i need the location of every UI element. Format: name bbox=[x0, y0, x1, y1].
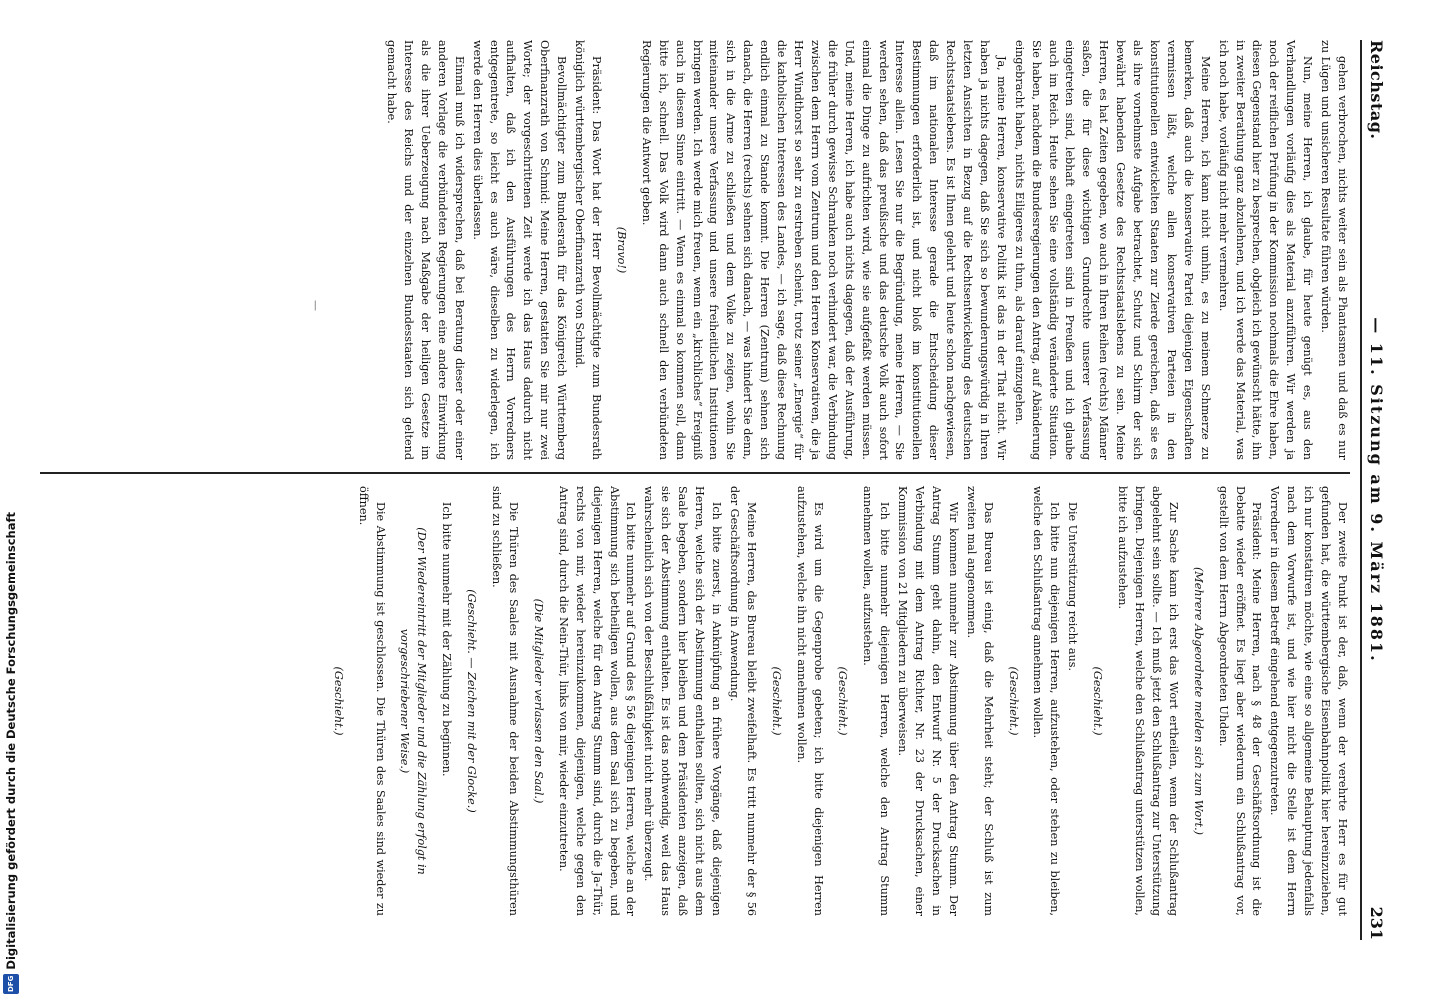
paragraph: Zur Sache kann ich erst das Wort ertheilen, wenn der Schlußantrag abgelehnt sein sollte. — Ich muß jetzt den Schlußantrag zur Unterstützung bringen. Diejenigen Herren, welche den Schlußantrag unterstützen wollen, bitte ich aufzustehen. bbox=[1116, 486, 1180, 916]
column-divider bbox=[40, 472, 1350, 474]
paragraph: Die Unterstützung reicht aus. bbox=[1066, 502, 1080, 672]
paragraph: Ich bitte nunmehr auf Grund des § 56 diejenigen Herren, welche an der Abstimmung sich betheiligen wollen, aus dem Saal sich zu begeben, und diejenigen Herren, welche für den Antrag Stumm sind, durch die Ja-Thür, rechts von mir, wieder hereinzukommen, diejenigen, welche gegen den Antrag sind, durch die Nein-Thür, links von mir, wieder einzutreten. bbox=[556, 486, 638, 916]
page-header bbox=[1360, 40, 1388, 940]
paragraph: (Der Wiedereintritt der Mitglieder und die Zählung erfolgt in vorgeschriebener Weise.) bbox=[398, 527, 429, 875]
paragraph: Präsident: Das Wort hat der Herr Bevollmächtigte zum Bundesrath königlich württembergischer Oberfinanzrath von Schmid. bbox=[573, 40, 604, 460]
paragraph: Meine Herren, ich kann nicht umhin, es zu meinem Schmerze zu bemerken, daß auch die konservative Partei diejenigen Eigenschaften vermissen läßt, welche allen konservativen Parteien in den konstitutionellen entwickelten Staaten zur Zierde gereichen, daß sie es als ihre vornehmste Aufgabe betrachtet, Schutz und Schirm der sich bewährt habenden Gesetze des Rechtsstaatslebens zu sein. Meine Herren, es hat Zeiten gegeben, wo auch in Ihren Reihen (rechts) Männer saßen, die für diese wichtigen Grundrechte unserer Verfassung eingetreten sind, lebhaft eingetreten sind in Preußen und ich glaube auch im Reich. Heute sehen Sie eine vollständig veränderte Situation. Sie haben, nachdem die Bundesregierungen den Antrag, auf Abänderung eingebracht haben, nichts Eiligeres zu thun, als darauf einzugehen. bbox=[1012, 40, 1212, 460]
paragraph: Ich bitte nunmehr diejenigen Herren, welche den Antrag Stumm annehmen wollen, aufzustehen. bbox=[861, 486, 892, 916]
paragraph: (Mehrere Abgeordnete melden sich zum Wort.) bbox=[1191, 566, 1205, 836]
paragraph: (Bravo!) bbox=[614, 226, 628, 274]
page-number: 231 bbox=[1367, 906, 1386, 940]
header-session: — 11. Sitzung am 9. März 1881. bbox=[1367, 317, 1386, 663]
paragraph: Einmal muß ich widersprechen, daß bei Beratung dieser oder einer anderen Vorlage die verbündeten Regierungen eine andere Einwirkung als die ihrer Ueberzeugung nach Maßgabe der heiligen Gesetze im Interesse des Reichs und der einzelnen Bundesstaaten sich geltend gemacht habe. bbox=[385, 40, 466, 460]
paragraph: Der zweite Punkt ist der, daß, wenn der verehrte Herr es für gut gefunden hat, die württembergische Eisenbahnpolitik hier hereinzuziehen, ich nur konstatiren möchte, wie eine so allgemeine Behauptung jedenfalls nach dem Vorwurfe ist, und wie hier nicht die Stelle ist dem Herrn Vorredner in diesem Betreff eingehend entgegenzutreten. bbox=[1268, 486, 1349, 916]
paragraph: (Geschieht.) bbox=[1091, 666, 1105, 736]
paragraph: (Geschieht.) bbox=[331, 666, 345, 736]
paragraph: Die Abstimmung ist geschlossen. Die Thüren des Saales sind wieder zu öffnen. bbox=[356, 486, 387, 916]
paragraph: Präsident: Meine Herren, nach § 48 der Geschäftsordnung ist die Debatte wieder eröffnet. Es liegt aber wiederum ein Schlußantrag vor, gestellt von dem Herrn Abgeordneten Uhden. bbox=[1216, 486, 1264, 916]
paragraph: (Geschieht.) bbox=[769, 666, 783, 736]
paragraph: Es wird um die Gegenprobe gebeten; ich bitte diejenigen Herren aufzustehen, welche ihn nicht annehmen wollen. bbox=[794, 486, 825, 916]
page-mark: — bbox=[309, 300, 322, 311]
header-title: Reichstag. bbox=[1367, 40, 1386, 140]
footer-credit-text: Digitalisierung gefördert durch die Deutsche Forschungsgemeinschaft bbox=[4, 512, 18, 970]
dfg-logo-icon: DFG bbox=[3, 974, 19, 994]
paragraph: Die Thüren des Saales mit Ausnahme der beiden Abstimmungsthüren sind zu schließen. bbox=[490, 486, 521, 916]
paragraph: Ich bitte nun diejenigen Herren, aufzustehen, oder stehen zu bleiben, welche den Schlußantrag annehmen wollen. bbox=[1031, 486, 1062, 916]
left-column bbox=[40, 40, 1350, 460]
paragraph: Ich bitte nunmehr mit der Zählung zu beginnen. bbox=[440, 502, 454, 777]
paragraph: Das Bureau ist einig, daß die Mehrheit steht; der Schluß ist zum zweiten mal angenommen. bbox=[964, 486, 995, 916]
paragraph: Nun, meine Herren, ich glaube, für heute genügt es, aus den Verhandlungen vorläufig dies als Material anzuführen. Wir werden ja noch der reiflichen Prüfung in der Kommission nochmals die Ehre haben, diesen Gegenstand hier zu besprechen, obgleich ich gewünscht hätte, ihn in zweiter Berathung ganz abzulehnen, und ich werde das Material, was ich noch habe, vorläufig nicht mehr vermehren. bbox=[1216, 40, 1315, 460]
paragraph: (Die Mitglieder verlassen den Saal.) bbox=[531, 598, 545, 804]
right-column bbox=[40, 486, 1350, 916]
paragraph: (Geschieht.) bbox=[836, 666, 850, 736]
paragraph: Meine Herren, das Bureau bleibt zweifelhaft. Es tritt nunmehr der § 56 der Geschäftsordnung in Anwendung. bbox=[727, 486, 758, 916]
paragraph: (Geschieht.) bbox=[1006, 666, 1020, 736]
paragraph: (Geschieht. — Zeichen mit der Glocke.) bbox=[465, 589, 479, 813]
paragraph: Bevollmächtigter zum Bundesrath für das Königreich Württemberg Oberfinanzrath von Schmid: Meine Herren, gestatten Sie mir nur zwei Worte; der vorgeschrittenen Zeit werde ich das Haus dadurch nicht aufhalten, daß ich den Ausführungen des Herrn Vorredners entgegentrete, so leicht es auch wäre, dieselben zu widerlegen, ich werde den Herren dies überlassen. bbox=[470, 40, 569, 460]
paragraph: gehen verbrochen, nichts weiter sein als Phantasmen und daß es nur zu Lügen und unsicheren Resultate führen würden. bbox=[1319, 40, 1349, 460]
paragraph: Ja, meine Herren, konservative Politik ist das in der That nicht. Wir haben ja nichts dagegen, daß Sie sich so bewunderungswürdig in Ihren letzten Ansichten in Bezug auf die Rechtsentwickelung des deutschen Rechtsstaatslebens. Es ist Ihnen gelehrt und heute schon nachgewiesen, daß im nationalen Interesse gerade die Entscheidung dieser Bestimmungen erforderlich ist, und nicht bloß im konstitutionellen Interesse allein. Lesen Sie nur die Begründung, meine Herren, — Sie werden sehen, daß das preußische und das deutsche Volk auch sofort einmal die Dinge zu aufrichten wird, wie sie aufgefaßt werden müssen. Und, meine Herren, ich habe auch nichts dagegen, daß der Ausführung, die früher durch gewisse Schranken noch verhindert war, die Verbindung zwischen dem Herrn vom Zentrum und den Herren Konservativen, die ja Herr Windthorst so sehr zu erstreben scheint, trotz seiner „Energie“ für die katholischen Interessen des Landes, — ich sage, daß diese Rechnung endlich einmal zu Stande kommt. Die Herren (Zentrum) sehnen sich danach, die Herren (rechts) sehnen sich danach, — was hindert Sie denn, sich in die Arme zu schließen und dem Volke zu zeigen, wohin Sie miteinander unsere Verfassung und unsere freiheitlichen Institutionen bringen werden. Ich werde mich freuen, wenn ein „kirchliches“ Ereigniß auch in diesem Sinne eintritt. — Wenn es einmal so kommen soll, dann bitte ich, schnell. Das Volk wird dann auch schnell den verbündeten Regierungen die Antwort geben. bbox=[639, 40, 1008, 460]
paragraph: Ich bitte zuerst, in Anknüpfung an frühere Vorgänge, daß diejenigen Herren, welche sich der Abstimmung enthalten sollten, sich nicht aus dem Saale begeben, sondern hier bleiben und dem Präsidenten anzeigen, daß sie sich der Abstimmung enthalten. Es ist das nothwendig, weil das Haus wahrscheinlich sich von der Beschlußfähigkeit nicht mehr überzeugt. bbox=[642, 486, 723, 916]
paragraph: Wir kommen nunmehr zur Abstimmung über den Antrag Stumm. Der Antrag Stumm geht dahin, den Entwurf Nr. 5 der Drucksachen in Verbindung mit dem Antrag Richter, Nr. 23 der Drucksachen, einer Kommission von 21 Mitgliedern zu überweisen. bbox=[896, 486, 960, 916]
